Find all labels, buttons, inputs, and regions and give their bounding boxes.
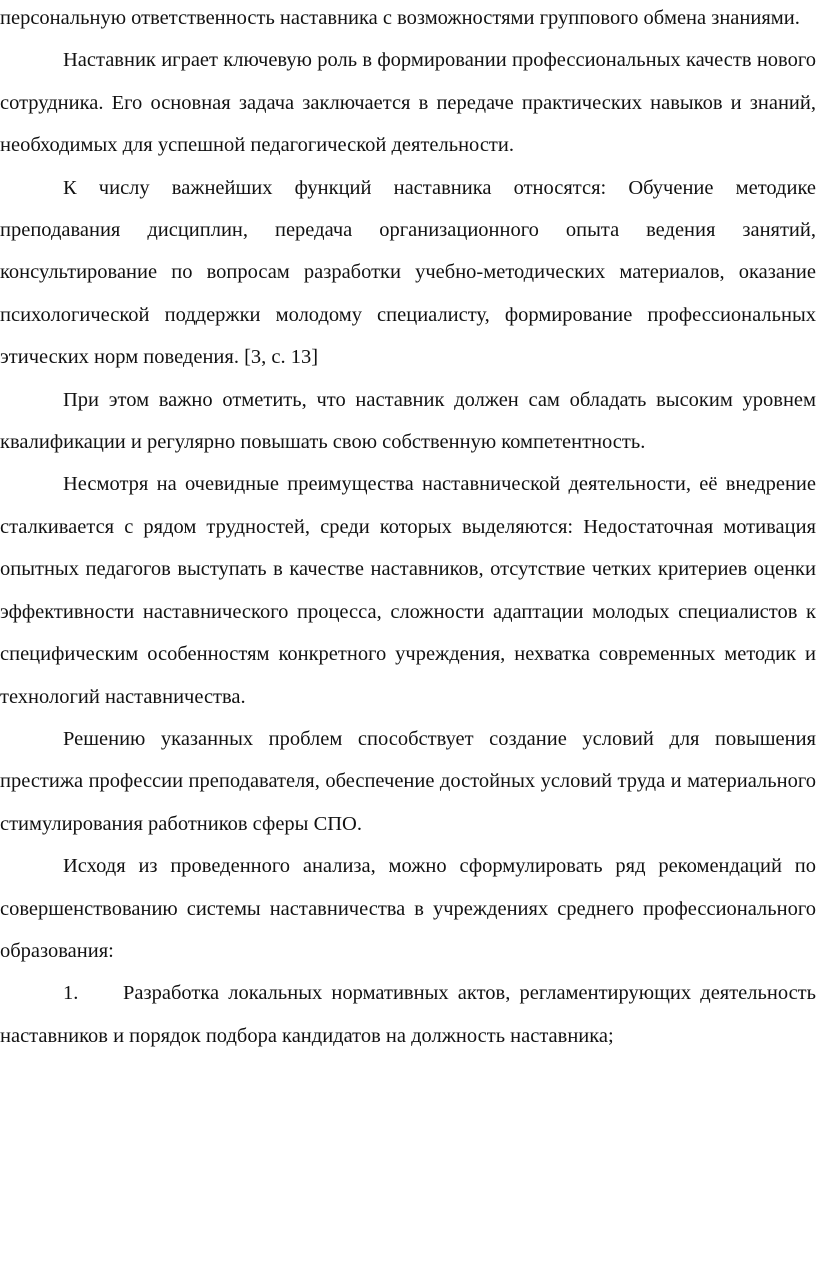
paragraph-mentor-role: Наставник играет ключевую роль в формировании профессиональных качеств нового сотрудника. Его основная задача заключается в передаче практических навыков и знаний, необходимых для успешной педагогической деятельности. (0, 49, 816, 157)
paragraph-mentor-functions: К числу важнейших функций наставника относятся: Обучение методике преподавания дисциплин, передача организационного опыта ведения занятий, консультирование по вопросам разработки учебно-методических материалов, оказание психологической поддержки молодому специалисту, формирование профессиональных этических норм поведения. [3, с. 13] (0, 176, 816, 369)
paragraph-mentor-qualification: При этом важно отметить, что наставник должен сам обладать высоким уровнем квалификации и регулярно повышать свою собственную компетентность. (0, 388, 816, 454)
paragraph-continuation: персональную ответственность наставника с возможностями группового обмена знаниями. (0, 7, 800, 29)
list-item (0, 972, 816, 1057)
list-item-number: 1. (63, 982, 79, 1005)
paragraph-solutions: Решению указанных проблем способствует создание условий для повышения престижа профессии преподавателя, обеспечение достойных условий труда и материального стимулирования работников сферы СПО. (0, 727, 816, 835)
paragraph-recommendations-intro: Исходя из проведенного анализа, можно сформулировать ряд рекомендаций по совершенствованию системы наставничества в учреждениях среднего профессионального образования: (0, 855, 816, 962)
list-item-text: Разработка локальных нормативных актов, регламентирующих деятельность наставников и порядок подбора кандидатов на должность наставника; (0, 982, 816, 1047)
paragraph-difficulties: Несмотря на очевидные преимущества наставнической деятельности, её внедрение сталкивается с рядом трудностей, среди которых выделяются: Недостаточная мотивация опытных педагогов выступать в качестве наставников, отсутствие четких критериев оценки эффективности наставнического процесса, сложности адаптации молодых специалистов к специфическим особенностям конкретного учреждения, нехватка современных методик и технологий наставничества. (0, 473, 816, 708)
